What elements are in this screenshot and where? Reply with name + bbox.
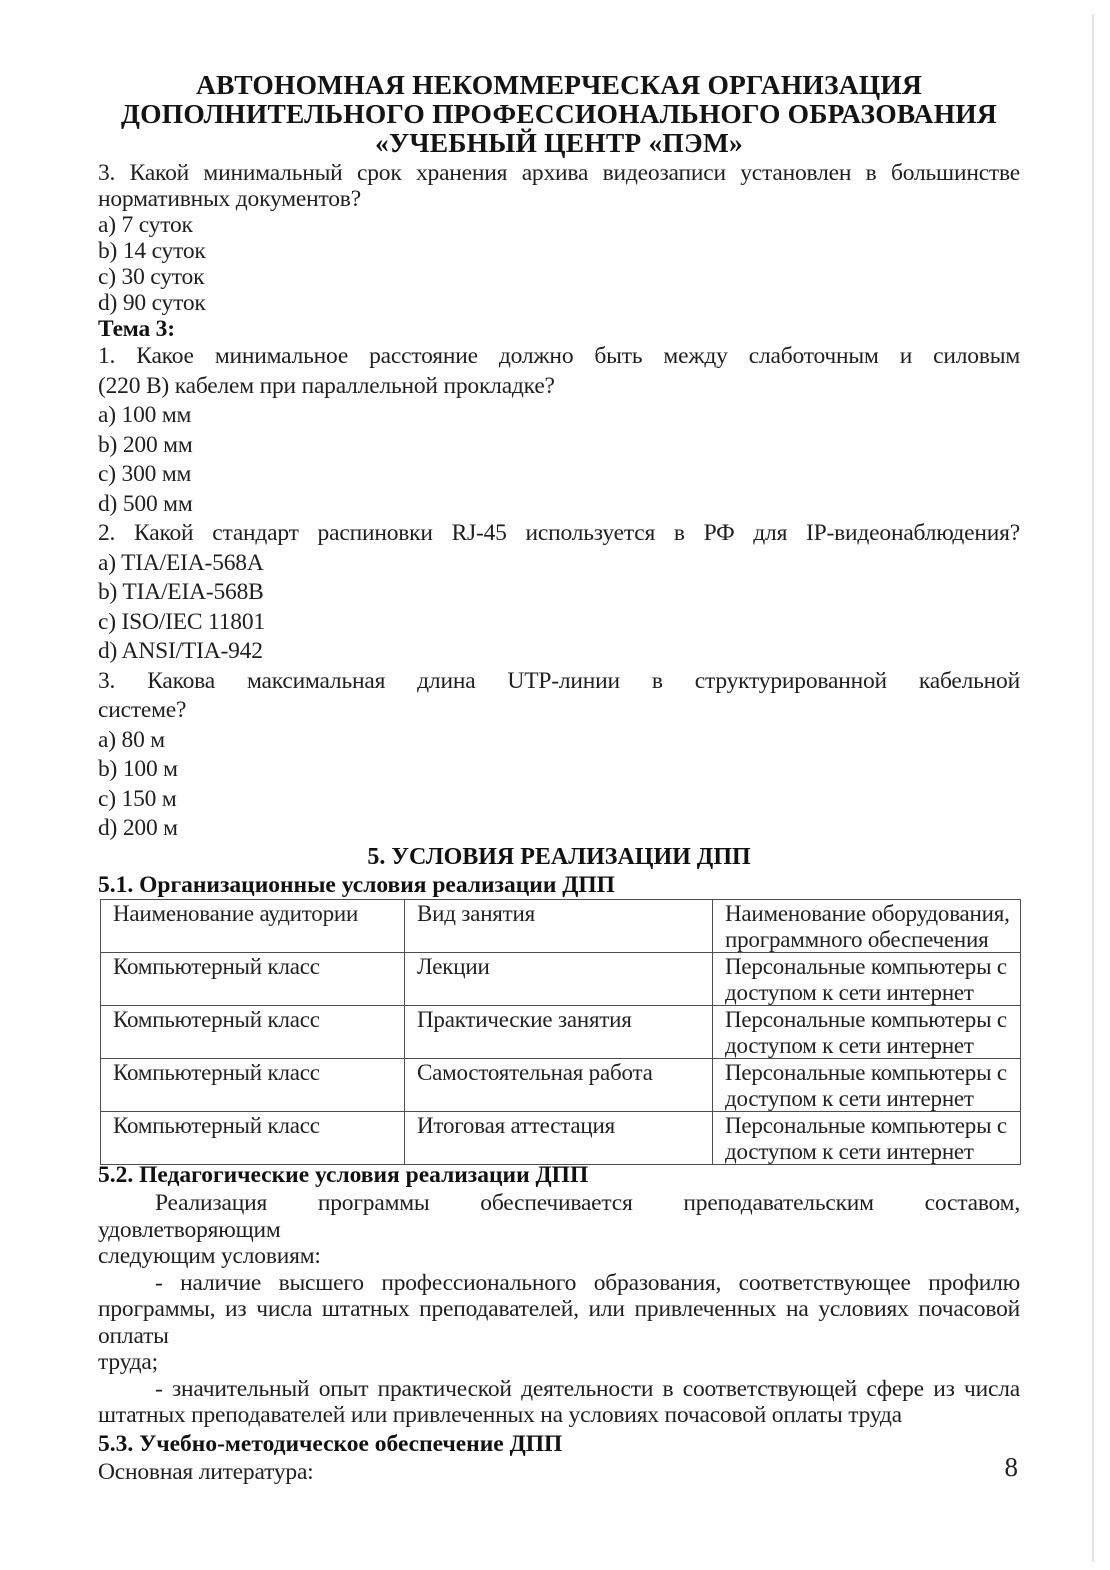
- cell-equipment: Персональные компьютеры с доступом к сети интернет: [713, 1059, 1021, 1112]
- option-2-b: b) TIA/EIA-568B: [98, 579, 264, 605]
- table-header-room: Наименование аудитории: [101, 900, 405, 953]
- table-row: [101, 1112, 1021, 1165]
- option-2-c: c) ISO/IEC 11801: [98, 608, 265, 635]
- section-5-1-title: 5.1. Организационные условия реализации ДПП: [98, 872, 615, 898]
- section-5-2-title: 5.2. Педагогические условия реализации ДПП: [98, 1162, 589, 1188]
- cell-lesson-type: Практические занятия: [405, 1006, 713, 1059]
- s52-bullet-2-line-2: штатных преподавателей или привлеченных на условиях почасовой оплаты труда: [98, 1402, 902, 1428]
- section-5-title: 5. УСЛОВИЯ РЕАЛИЗАЦИИ ДПП: [367, 844, 751, 870]
- option-storage-b: b) 14 суток: [98, 238, 206, 264]
- org-header-line-3: «УЧЕБНЫЙ ЦЕНТР «ПЭМ»: [375, 127, 743, 158]
- question-1-line-2: (220 В) кабелем при параллельной прокладке?: [98, 372, 555, 399]
- cell-equipment: Персональные компьютеры с доступом к сети интернет: [713, 1006, 1021, 1059]
- option-storage-c: c) 30 суток: [98, 264, 205, 290]
- section-5-3-title: 5.3. Учебно-методическое обеспечение ДПП: [98, 1430, 563, 1457]
- question-3-line-2: системе?: [98, 697, 187, 723]
- cell-room: Компьютерный класс: [101, 1059, 405, 1112]
- question-2-line-1: 2. Какой стандарт распиновки RJ-45 используется в РФ для IP-видеонаблюдения?: [98, 520, 1020, 546]
- table-row: [101, 1059, 1021, 1112]
- cell-room: Компьютерный класс: [101, 1006, 405, 1059]
- topic-3-heading: Тема 3:: [98, 316, 175, 342]
- option-3-b: b) 100 м: [98, 756, 178, 782]
- section-5-2: [98, 1160, 1020, 1485]
- cell-lesson-type: Лекции: [405, 953, 713, 1006]
- option-storage-d: d) 90 суток: [98, 290, 206, 316]
- s52-paragraph-line-2: следующим условиям:: [98, 1243, 321, 1269]
- s52-paragraph-line-1: Реализация программы обеспечивается преподавательским составом, удовлетворяющим: [98, 1190, 1020, 1243]
- option-3-a: a) 80 м: [98, 726, 165, 753]
- option-1-a: a) 100 мм: [98, 402, 192, 428]
- conditions-table: [100, 899, 1021, 1165]
- cell-equipment: Персональные компьютеры с доступом к сети интернет: [713, 1112, 1021, 1165]
- option-2-a: a) TIA/EIA-568A: [98, 549, 264, 576]
- org-header-line-2: ДОПОЛНИТЕЛЬНОГО ПРОФЕССИОНАЛЬНОГО ОБРАЗОВАНИЯ: [121, 98, 997, 129]
- option-storage-a: a) 7 суток: [98, 212, 193, 238]
- org-header: [98, 70, 1020, 157]
- cell-lesson-type: Самостоятельная работа: [405, 1059, 713, 1112]
- question-storage-line-1: 3. Какой минимальный срок хранения архива видеозаписи установлен в большинстве: [98, 160, 1020, 186]
- table-header-lesson-type: Вид занятия: [405, 900, 713, 953]
- option-3-c: c) 150 м: [98, 785, 177, 812]
- question-3-line-1: 3. Какова максимальная длина UTP-линии в структурированной кабельной: [98, 667, 1020, 694]
- cell-lesson-type: Итоговая аттестация: [405, 1112, 713, 1165]
- option-3-d: d) 200 м: [98, 815, 178, 841]
- quiz-section: [98, 160, 1020, 844]
- org-header-line-1: АВТОНОМНАЯ НЕКОММЕРЧЕСКАЯ ОРГАНИЗАЦИЯ: [195, 69, 923, 100]
- s52-bullet-2-line-1: - значительный опыт практической деятельности в соответствующей сфере из числа: [155, 1375, 1020, 1402]
- cell-room: Компьютерный класс: [101, 953, 405, 1006]
- option-2-d: d) ANSI/TIA-942: [98, 638, 263, 664]
- s52-bullet-1-line-2: программы, из числа штатных преподавателей, или привлеченных на условиях почасовой оплаты: [98, 1296, 1020, 1349]
- table-header-equipment: Наименование оборудования, программного обеспечения: [713, 900, 1021, 953]
- question-1-line-1: 1. Какое минимальное расстояние должно быть между слаботочным и силовым: [98, 343, 1020, 369]
- scan-edge-shadow: [1092, 14, 1094, 1562]
- table-header-row: [101, 900, 1021, 953]
- s52-bullet-1-line-3: труда;: [98, 1349, 158, 1375]
- option-1-c: c) 300 мм: [98, 461, 192, 487]
- option-1-d: d) 500 мм: [98, 490, 193, 517]
- page-number: 8: [1004, 1452, 1018, 1482]
- table-row: [101, 1006, 1021, 1059]
- main-literature-label: Основная литература:: [98, 1458, 314, 1485]
- option-1-b: b) 200 мм: [98, 431, 193, 458]
- s52-bullet-1-line-1: - наличие высшего профессионального образования, соответствующее профилю: [155, 1269, 1020, 1296]
- cell-equipment: Персональные компьютеры с доступом к сети интернет: [713, 953, 1021, 1006]
- cell-room: Компьютерный класс: [101, 1112, 405, 1165]
- table-row: [101, 953, 1021, 1006]
- question-storage-line-2: нормативных документов?: [98, 186, 361, 212]
